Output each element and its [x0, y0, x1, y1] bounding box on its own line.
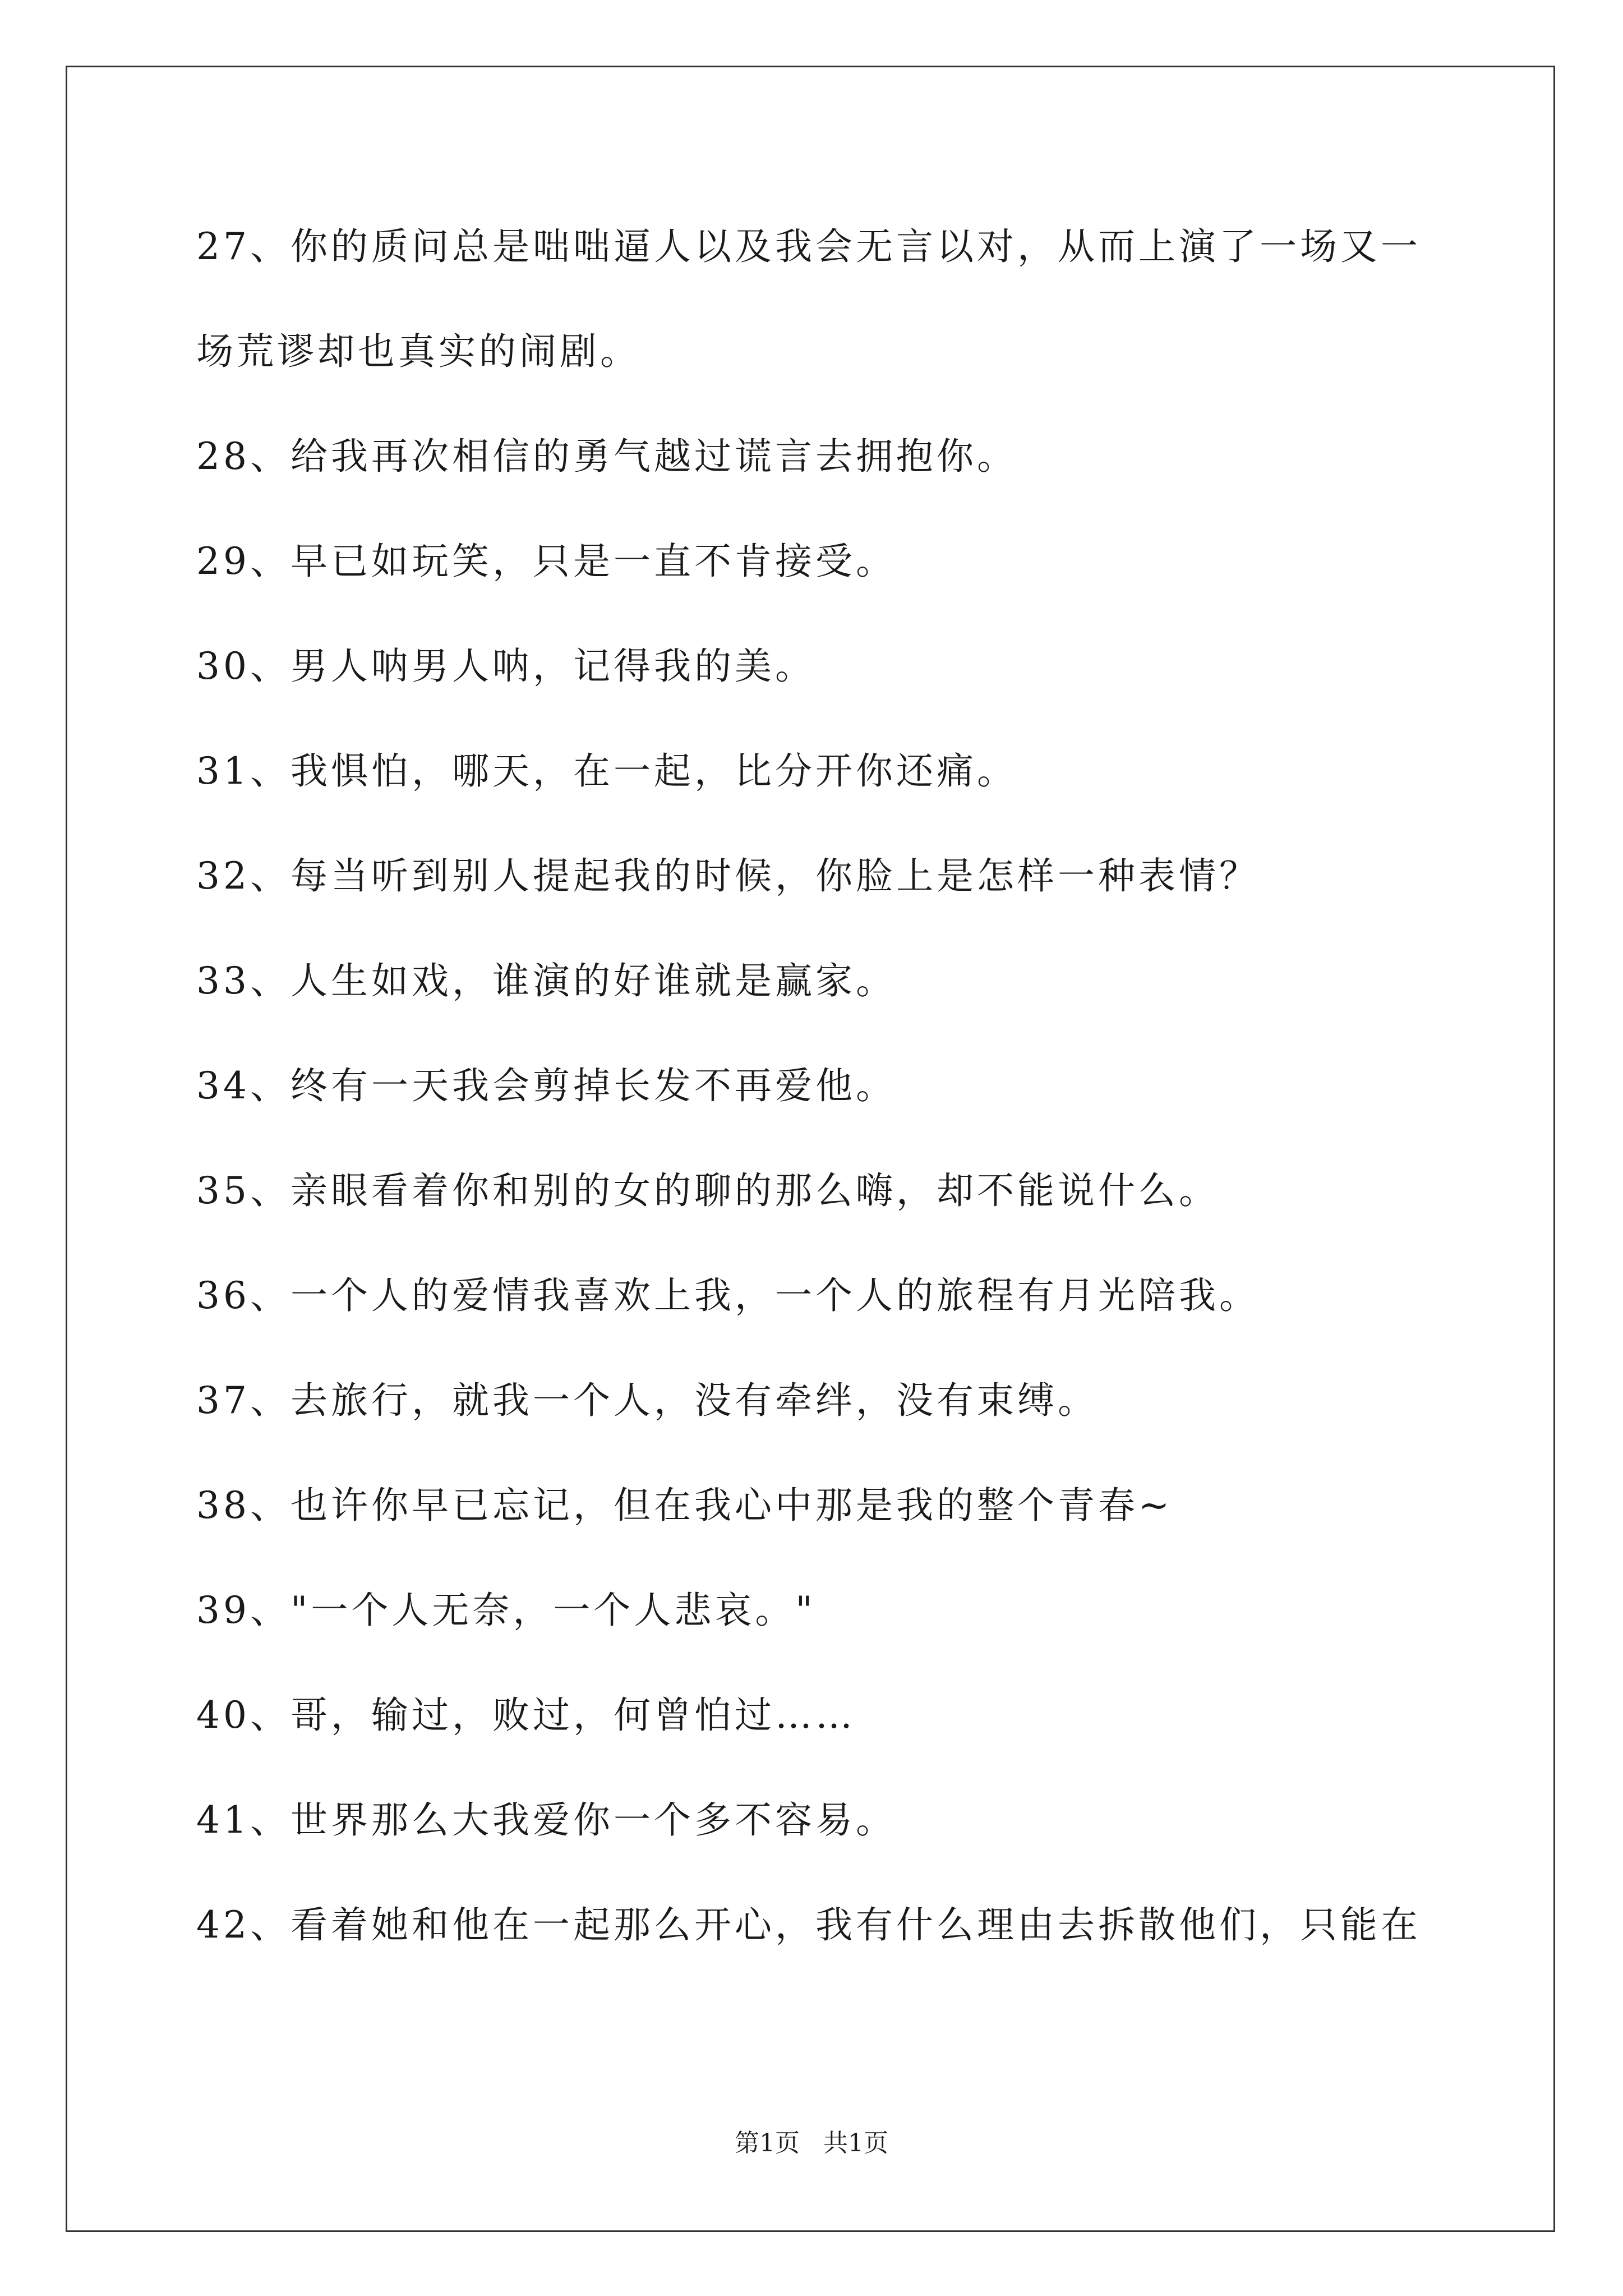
page-number-current: 第1页 — [735, 2129, 800, 2157]
text-line: 35、亲眼看着你和别的女的聊的那么嗨，却不能说什么。 — [196, 1169, 1219, 1212]
text-line: 场荒谬却也真实的闹剧。 — [196, 330, 640, 373]
text-line: 32、每当听到别人提起我的时候，你脸上是怎样一种表情？ — [196, 854, 1260, 898]
text-line: 30、男人呐男人呐，记得我的美。 — [196, 645, 815, 688]
text-line: 39、"一个人无奈，一个人悲哀。" — [196, 1589, 816, 1632]
text-line: 31、我惧怕，哪天，在一起，比分开你还痛。 — [196, 749, 1017, 793]
text-line: 41、世界那么大我爱你一个多不容易。 — [196, 1798, 896, 1842]
text-line: 27、你的质问总是咄咄逼人以及我会无言以对，从而上演了一场又一 — [196, 225, 1421, 268]
page-number-total: 共1页 — [823, 2129, 888, 2157]
text-line: 42、看着她和他在一起那么开心，我有什么理由去拆散他们，只能在 — [196, 1903, 1421, 1947]
text-line: 38、也许你早已忘记，但在我心中那是我的整个青春~ — [196, 1484, 1173, 1527]
text-line: 34、终有一天我会剪掉长发不再爱他。 — [196, 1064, 896, 1107]
text-line: 36、一个人的爱情我喜欢上我，一个人的旅程有月光陪我。 — [196, 1274, 1260, 1317]
text-line: 28、给我再次相信的勇气越过谎言去拥抱你。 — [196, 435, 1017, 478]
text-line: 37、去旅行，就我一个人，没有牵绊，没有束缚。 — [196, 1379, 1098, 1422]
page-footer — [0, 2129, 1623, 2158]
text-line: 40、哥，输过，败过，何曾怕过…… — [196, 1694, 856, 1737]
text-line: 29、早已如玩笑，只是一直不肯接受。 — [196, 540, 896, 583]
text-line: 33、人生如戏，谁演的好谁就是赢家。 — [196, 959, 896, 1002]
